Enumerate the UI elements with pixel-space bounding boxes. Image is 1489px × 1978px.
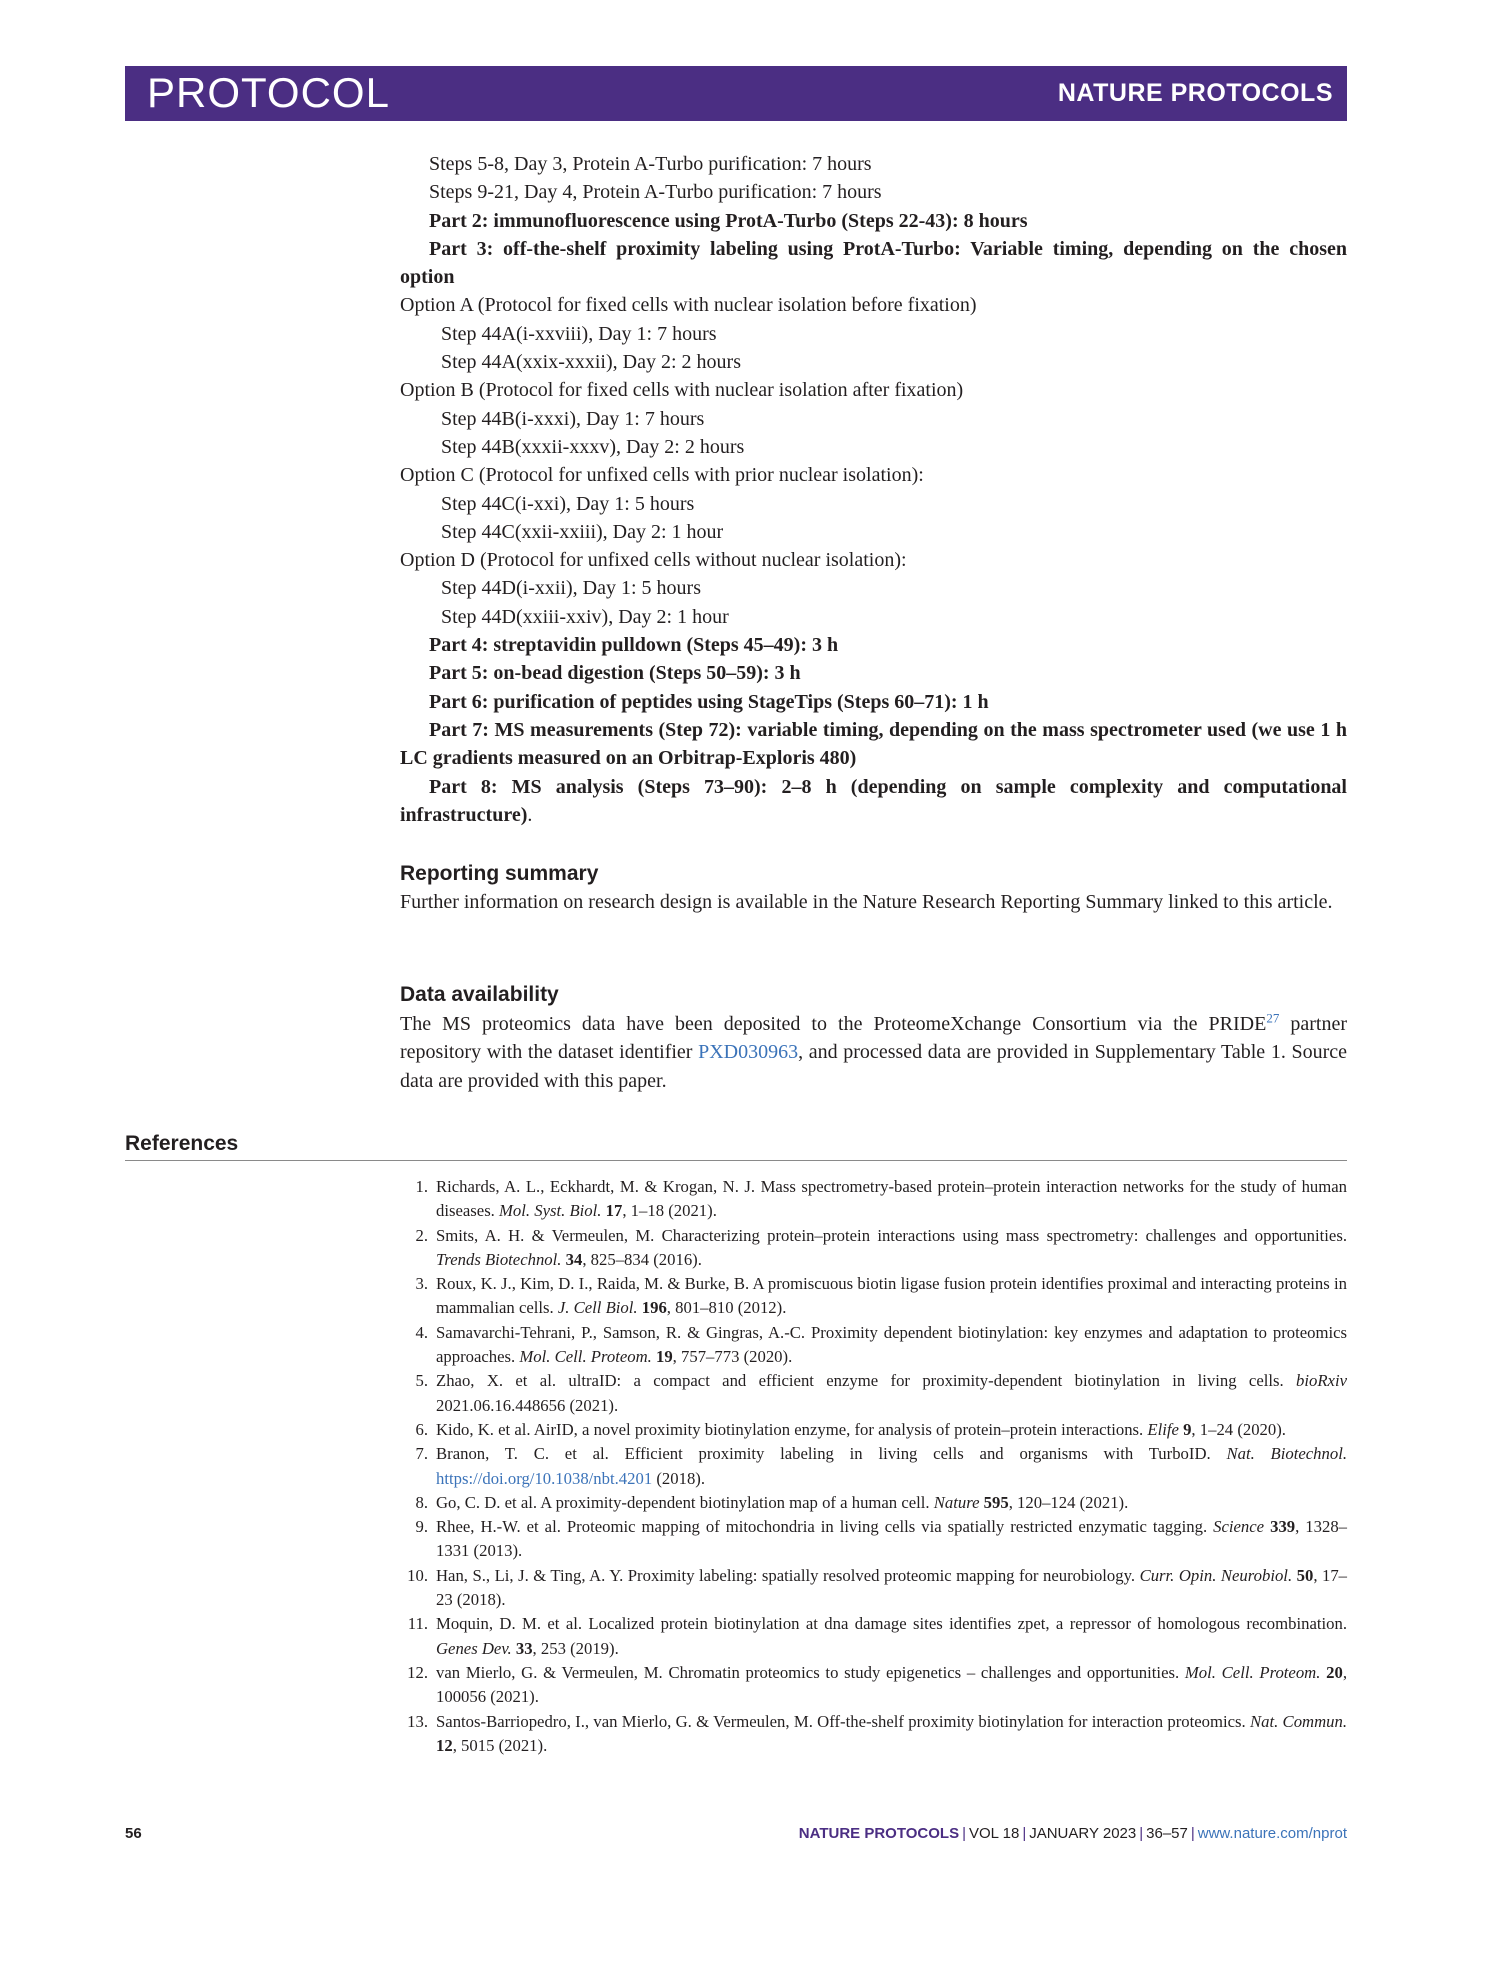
page-footer xyxy=(125,1825,1347,1847)
text-segment: The MS proteomics data have been deposited to the ProteomeXchange Consortium via the PRIDE xyxy=(400,1013,1267,1035)
reference-item xyxy=(396,1369,1347,1418)
section-label: PROTOCOL xyxy=(147,69,390,116)
footer-pages: 36–57 xyxy=(1146,1825,1188,1842)
reference-item xyxy=(396,1224,1347,1273)
part-heading-text: Part 8: MS analysis (Steps 73–90): 2–8 h (depending on sample complexity and computational infrastructure) xyxy=(400,775,1347,826)
reference-item xyxy=(396,1564,1347,1613)
reference-item xyxy=(396,1175,1347,1224)
reporting-summary-text: Further information on research design is available in the Nature Research Reporting Summary linked to this article. xyxy=(400,891,1333,913)
option-line: Option C (Protocol for unfixed cells with prior nuclear isolation): xyxy=(400,464,924,487)
journal-name: NATURE PROTOCOLS xyxy=(1057,79,1333,107)
reference-journal: Curr. Opin. Neurobiol. xyxy=(1139,1565,1293,1585)
reference-tail: , 100056 (2021). xyxy=(436,1662,1347,1707)
reference-tail: (2018). xyxy=(652,1468,706,1488)
reference-text: van Mierlo, G. & Vermeulen, M. Chromatin proteomics to study epigenetics – challenges and opportunities. xyxy=(436,1662,1185,1682)
part-heading: Part 3: off-the-shelf proximity labeling using ProtA-Turbo: Variable timing, depending on the chosen option xyxy=(400,237,1347,289)
footer-volume: VOL 18 xyxy=(969,1825,1020,1842)
timing-line: Step 44D(i-xxii), Day 1: 5 hours xyxy=(441,577,701,600)
footer-url[interactable]: www.nature.com/nprot xyxy=(1197,1825,1347,1842)
references-divider xyxy=(125,1160,1347,1161)
reference-journal: Genes Dev. xyxy=(436,1638,512,1658)
reference-tail: , 1–24 (2020). xyxy=(1191,1419,1286,1439)
timing-line: Step 44C(i-xxi), Day 1: 5 hours xyxy=(441,492,695,515)
text-segment: , and processed data are provided in Supplementary Table 1. Source data are provided with this paper. xyxy=(400,1041,1347,1092)
reference-list xyxy=(396,1175,1347,1758)
reference-number: 12. xyxy=(407,1662,428,1682)
part-heading: Part 4: streptavidin pulldown (Steps 45–49): 3 h xyxy=(429,634,839,657)
reference-volume: 12 xyxy=(436,1735,453,1755)
separator: | xyxy=(962,1825,966,1842)
reference-text: Go, C. D. et al. A proximity-dependent biotinylation map of a human cell. xyxy=(436,1492,934,1512)
period: . xyxy=(527,803,533,826)
separator: | xyxy=(1190,1825,1195,1842)
reference-journal: Nat. Commun. xyxy=(1249,1711,1347,1731)
reference-number: 11. xyxy=(407,1614,428,1634)
reference-item xyxy=(396,1272,1347,1321)
reference-tail: , 757–773 (2020). xyxy=(672,1347,793,1367)
reference-tail: , 5015 (2021). xyxy=(452,1735,548,1755)
reference-volume: 34 xyxy=(565,1249,583,1269)
timing-line: Step 44A(i-xxviii), Day 1: 7 hours xyxy=(441,322,717,345)
reference-journal: J. Cell Biol. xyxy=(557,1298,638,1318)
timing-line: Step 44C(xxii-xxiii), Day 2: 1 hour xyxy=(441,520,724,543)
reference-item xyxy=(396,1710,1347,1759)
reference-tail: , 120–124 (2021). xyxy=(1008,1492,1129,1512)
footer-citation xyxy=(799,1825,1347,1842)
reference-item xyxy=(396,1515,1347,1564)
reference-text: Richards, A. L., Eckhardt, M. & Krogan, N. J. Mass spectrometry-based protein–protein interaction networks for the study of human diseases. xyxy=(436,1177,1347,1221)
reference-text: Han, S., Li, J. & Ting, A. Y. Proximity labeling: spatially resolved proteomic mapping for neurobiology. xyxy=(436,1565,1140,1585)
reference-journal: Mol. Cell. Proteom. xyxy=(1184,1662,1321,1682)
part-heading: Part 5: on-bead digestion (Steps 50–59): 3 h xyxy=(429,662,801,685)
reference-journal: Science xyxy=(1213,1517,1265,1537)
option-line: Option D (Protocol for unfixed cells without nuclear isolation): xyxy=(400,549,907,572)
references-heading: References xyxy=(125,1132,239,1155)
reference-tail: , 801–810 (2012). xyxy=(666,1298,787,1318)
reference-number: 8. xyxy=(415,1492,428,1512)
reference-volume: 595 xyxy=(983,1492,1009,1512)
reference-item xyxy=(396,1418,1347,1442)
timing-block xyxy=(400,150,1347,829)
reference-volume: 19 xyxy=(655,1347,673,1367)
reference-journal: Mol. Cell. Proteom. xyxy=(519,1347,652,1367)
reference-journal: Nat. Biotechnol. xyxy=(1226,1444,1348,1464)
reference-tail: , 1–18 (2021). xyxy=(622,1201,717,1221)
reference-number: 13. xyxy=(407,1711,428,1731)
footer-date: JANUARY 2023 xyxy=(1029,1825,1137,1842)
reference-text: Branon, T. C. et al. Efficient proximity labeling in living cells and organisms with TurboID. xyxy=(436,1444,1227,1464)
reference-number: 9. xyxy=(415,1517,428,1537)
timing-line: Step 44B(xxxii-xxxv), Day 2: 2 hours xyxy=(441,435,745,458)
reference-text: Kido, K. et al. AirID, a novel proximity biotinylation enzyme, for analysis of protein–protein interactions. xyxy=(436,1419,1148,1439)
reference-number: 10. xyxy=(407,1565,428,1585)
part-heading: Part 2: immunofluorescence using ProtA-Turbo (Steps 22-43): 8 hours xyxy=(429,209,1028,232)
reference-item xyxy=(396,1442,1347,1491)
reference-text: Moquin, D. M. et al. Localized protein biotinylation at dna damage sites identifies zpet, a repressor of homologous recombination. xyxy=(436,1614,1347,1634)
reference-text: Samavarchi-Tehrani, P., Samson, R. & Gingras, A.-C. Proximity dependent biotinylation: key enzymes and adaptation to proteomics approaches. xyxy=(436,1322,1347,1367)
reference-tail: 2021.06.16.448656 (2021). xyxy=(436,1395,619,1415)
reference-journal: Trends Biotechnol. xyxy=(436,1249,562,1269)
reference-tail: , 253 (2019). xyxy=(532,1638,619,1658)
header-banner xyxy=(125,66,1347,121)
reference-number: 1. xyxy=(415,1177,428,1196)
reference-number: 2. xyxy=(415,1225,428,1245)
option-line: Option B (Protocol for fixed cells with nuclear isolation after fixation) xyxy=(400,379,964,402)
reference-volume: 20 xyxy=(1326,1662,1343,1682)
citation-27[interactable]: 27 xyxy=(1266,1010,1280,1026)
timing-line: Step 44B(i-xxxi), Day 1: 7 hours xyxy=(441,407,705,430)
separator: | xyxy=(1022,1825,1027,1842)
data-availability-text xyxy=(400,1010,1347,1095)
separator: | xyxy=(1139,1825,1144,1842)
part-heading: Part 6: purification of peptides using StageTips (Steps 60–71): 1 h xyxy=(429,690,989,713)
data-availability-heading: Data availability xyxy=(400,983,559,1006)
reference-text: Roux, K. J., Kim, D. I., Raida, M. & Burke, B. A promiscuous biotin ligase fusion protein identifies proximal and interacting proteins in mammalian cells. xyxy=(436,1274,1347,1318)
reference-number: 5. xyxy=(415,1371,428,1391)
reference-volume: 9 xyxy=(1183,1419,1192,1439)
reference-item xyxy=(396,1321,1347,1370)
reference-tail: , 17–23 (2018). xyxy=(436,1565,1348,1610)
page-number: 56 xyxy=(125,1825,142,1842)
reference-item xyxy=(396,1612,1347,1661)
timing-line: Step 44A(xxix-xxxii), Day 2: 2 hours xyxy=(441,351,741,374)
reference-number: 4. xyxy=(415,1322,428,1342)
reference-item xyxy=(396,1661,1347,1710)
reference-volume: 17 xyxy=(605,1201,623,1221)
reference-text: Zhao, X. et al. ultraID: a compact and efficient enzyme for proximity-dependent biotinylation in living cells. xyxy=(436,1371,1297,1391)
footer-journal: NATURE PROTOCOLS xyxy=(798,1825,960,1842)
part-heading-8 xyxy=(400,773,1347,830)
reference-item xyxy=(396,1491,1347,1515)
timing-line: Steps 9-21, Day 4, Protein A-Turbo purification: 7 hours xyxy=(429,181,882,204)
reference-number: 6. xyxy=(415,1419,428,1439)
reference-number: 3. xyxy=(415,1274,428,1294)
reference-text: Smits, A. H. & Vermeulen, M. Characterizing protein–protein interactions using mass spectrometry: challenges and opportunities. xyxy=(436,1225,1347,1245)
reference-journal: Nature xyxy=(933,1492,980,1512)
dataset-link[interactable]: PXD030963 xyxy=(698,1041,799,1064)
reference-text: Santos-Barriopedro, I., van Mierlo, G. & Vermeulen, M. Off-the-shelf proximity biotinylation for interaction proteomics. xyxy=(436,1711,1250,1731)
reference-volume: 339 xyxy=(1270,1517,1296,1537)
option-line: Option A (Protocol for fixed cells with nuclear isolation before fixation) xyxy=(400,294,977,317)
timing-line: Steps 5-8, Day 3, Protein A-Turbo purification: 7 hours xyxy=(429,153,872,175)
reference-number: 7. xyxy=(415,1444,428,1464)
reference-journal: bioRxiv xyxy=(1296,1371,1347,1391)
reference-volume: 50 xyxy=(1296,1565,1314,1585)
reference-journal: Elife xyxy=(1147,1419,1179,1439)
text-segment: partner repository with the dataset identifier xyxy=(400,1013,1347,1064)
reporting-summary-heading: Reporting summary xyxy=(400,862,599,885)
reference-doi-link[interactable]: https://doi.org/10.1038/nbt.4201 xyxy=(436,1468,653,1488)
reference-tail: , 825–834 (2016). xyxy=(582,1249,702,1269)
reference-tail: , 1328–1331 (2013). xyxy=(436,1517,1348,1561)
reference-text: Rhee, H.-W. et al. Proteomic mapping of mitochondria in living cells via spatially restricted enzymatic tagging. xyxy=(436,1517,1214,1537)
reference-volume: 196 xyxy=(641,1298,667,1318)
reference-volume: 33 xyxy=(515,1638,533,1658)
part-heading: Part 7: MS measurements (Step 72): variable timing, depending on the mass spectrometer used (we use 1 h LC gradients measured on an Orbitrap-Exploris 480) xyxy=(400,718,1347,770)
timing-line: Step 44D(xxiii-xxiv), Day 2: 1 hour xyxy=(441,605,729,628)
reference-journal: Mol. Syst. Biol. xyxy=(499,1201,602,1221)
